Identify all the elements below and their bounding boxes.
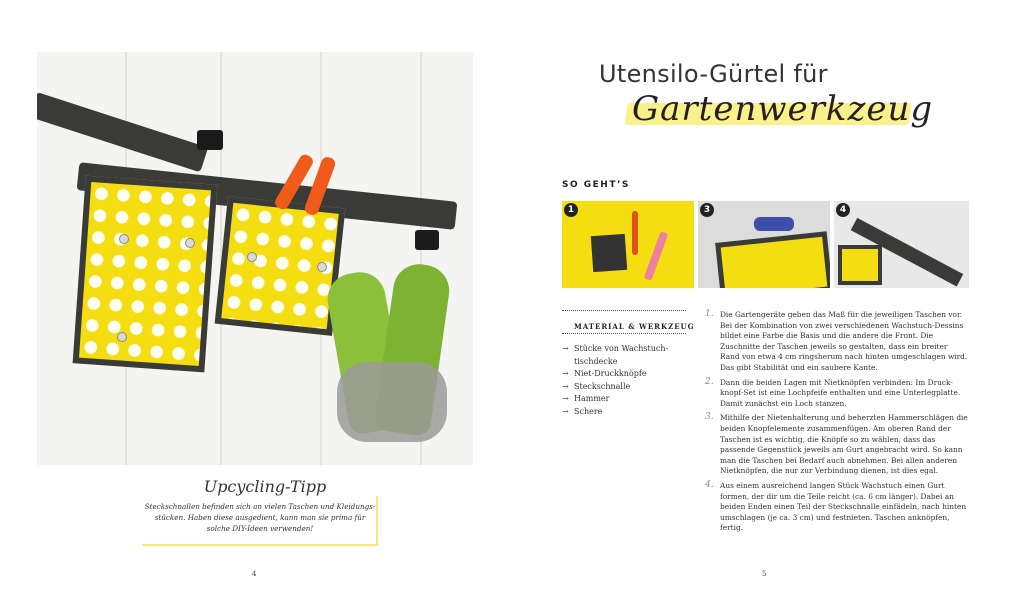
step-number-badge: 3	[700, 203, 714, 217]
rivet	[317, 262, 327, 272]
step-image-1	[562, 201, 694, 288]
tip-title: Upcycling-Tipp	[203, 477, 327, 496]
belt-photo	[37, 52, 473, 465]
rivet	[117, 332, 127, 342]
pocket-large	[73, 176, 218, 373]
tool-handle	[754, 217, 794, 231]
page-title-script: Gartenwerkzeug	[632, 89, 934, 129]
step-image-3	[698, 201, 830, 288]
material-heading: MATERIAL & WERKZEUG	[574, 322, 695, 331]
step-number-badge: 4	[836, 203, 850, 217]
step-number-badge: 1	[564, 203, 578, 217]
rivet	[119, 234, 129, 244]
glove-fingers	[337, 362, 447, 442]
pocket-sample	[838, 245, 882, 285]
step-image-4	[834, 201, 969, 288]
step-text: Die Gartengeräte geben das Maß für die jeweiligen Taschen vor. Bei der Kombination von zwei verschiedenen Wachstuch-Dessins bildet eine Farbe die Basis und die andere die Front. Die Zuschnitte der Taschen jeweils so gestalten, dass ein breiter Rand von etwa 4 cm ringsherum nach hinten umgeschlagen wird. Das gibt Stabilität und ein saubere Kante.	[720, 310, 968, 372]
material-item: → Niet-Druckknöpfe	[562, 368, 686, 381]
instruction-steps	[705, 310, 969, 538]
material-rule	[562, 333, 686, 334]
instruction-step	[705, 310, 969, 374]
material-item: → Schere	[562, 406, 686, 419]
rivet	[185, 238, 195, 248]
step-number: 2.	[705, 376, 714, 387]
material-item: → Stücke von Wachstuch-tischdecke	[562, 343, 686, 368]
material-item: → Steckschnalle	[562, 381, 686, 394]
page-number-right: 5	[762, 570, 767, 578]
instruction-step	[705, 413, 969, 477]
tip-text: Steckschnallen befinden sich an vielen Taschen und Kleidungsstücken. Haben diese ausgedient, kann man sie prima für solche DIY-Ideen verwenden!	[144, 502, 376, 533]
tool-handle	[632, 211, 638, 255]
material-item: → Hammer	[562, 393, 686, 406]
step-number: 1.	[705, 309, 714, 319]
instruction-step	[705, 378, 969, 410]
step-number: 4.	[705, 479, 714, 490]
instruction-step	[705, 481, 969, 534]
step-text: Dann die beiden Lagen mit Nietknöpfen verbinden: Im Druck-knopf-Set ist eine Lochpfeife enthalten und eine Unterlegplatte. Damit zunächst ein Loch stanzen.	[720, 377, 961, 408]
section-heading: SO GEHT’S	[562, 180, 630, 190]
buckle-icon	[415, 230, 439, 250]
tool-handle	[644, 231, 669, 281]
step-text: Mithilfe der Nietenhalterung und beherzten Hammerschlägen die beiden Knopfelemente zusammenfügen. Am oberen Rand der Taschen ist es wichtig, die Knöpfe so zu wählen, dass das passende Gegenstück jeweils am Gurt angebracht wird. So kann man die Taschen bei Bedarf auch abnehmen. Bei allen anderen Nietknöpfen, die nur zur Verbindung dienen, ist dies egal.	[720, 413, 968, 476]
step-number: 3.	[705, 412, 714, 423]
material-rule-top	[562, 310, 686, 322]
page-number-left: 4	[252, 570, 257, 578]
pocket-sample	[715, 231, 830, 288]
rivet	[247, 252, 257, 262]
page-title: Utensilo-Gürtel für	[599, 60, 828, 88]
pocket-sample	[591, 234, 627, 272]
buckle-icon	[197, 130, 223, 150]
step-text: Aus einem ausreichend langen Stück Wachstuch einen Gurt formen, der dir um die Teile reicht (ca. 6 cm länger). Dabei an beiden Enden einen Teil der Steckschnalle einfädeln, nach hinten umschlagen (je ca. 3 cm) und festnieten. Taschen anknöpfen, fertig.	[720, 480, 967, 533]
material-list	[562, 343, 686, 418]
